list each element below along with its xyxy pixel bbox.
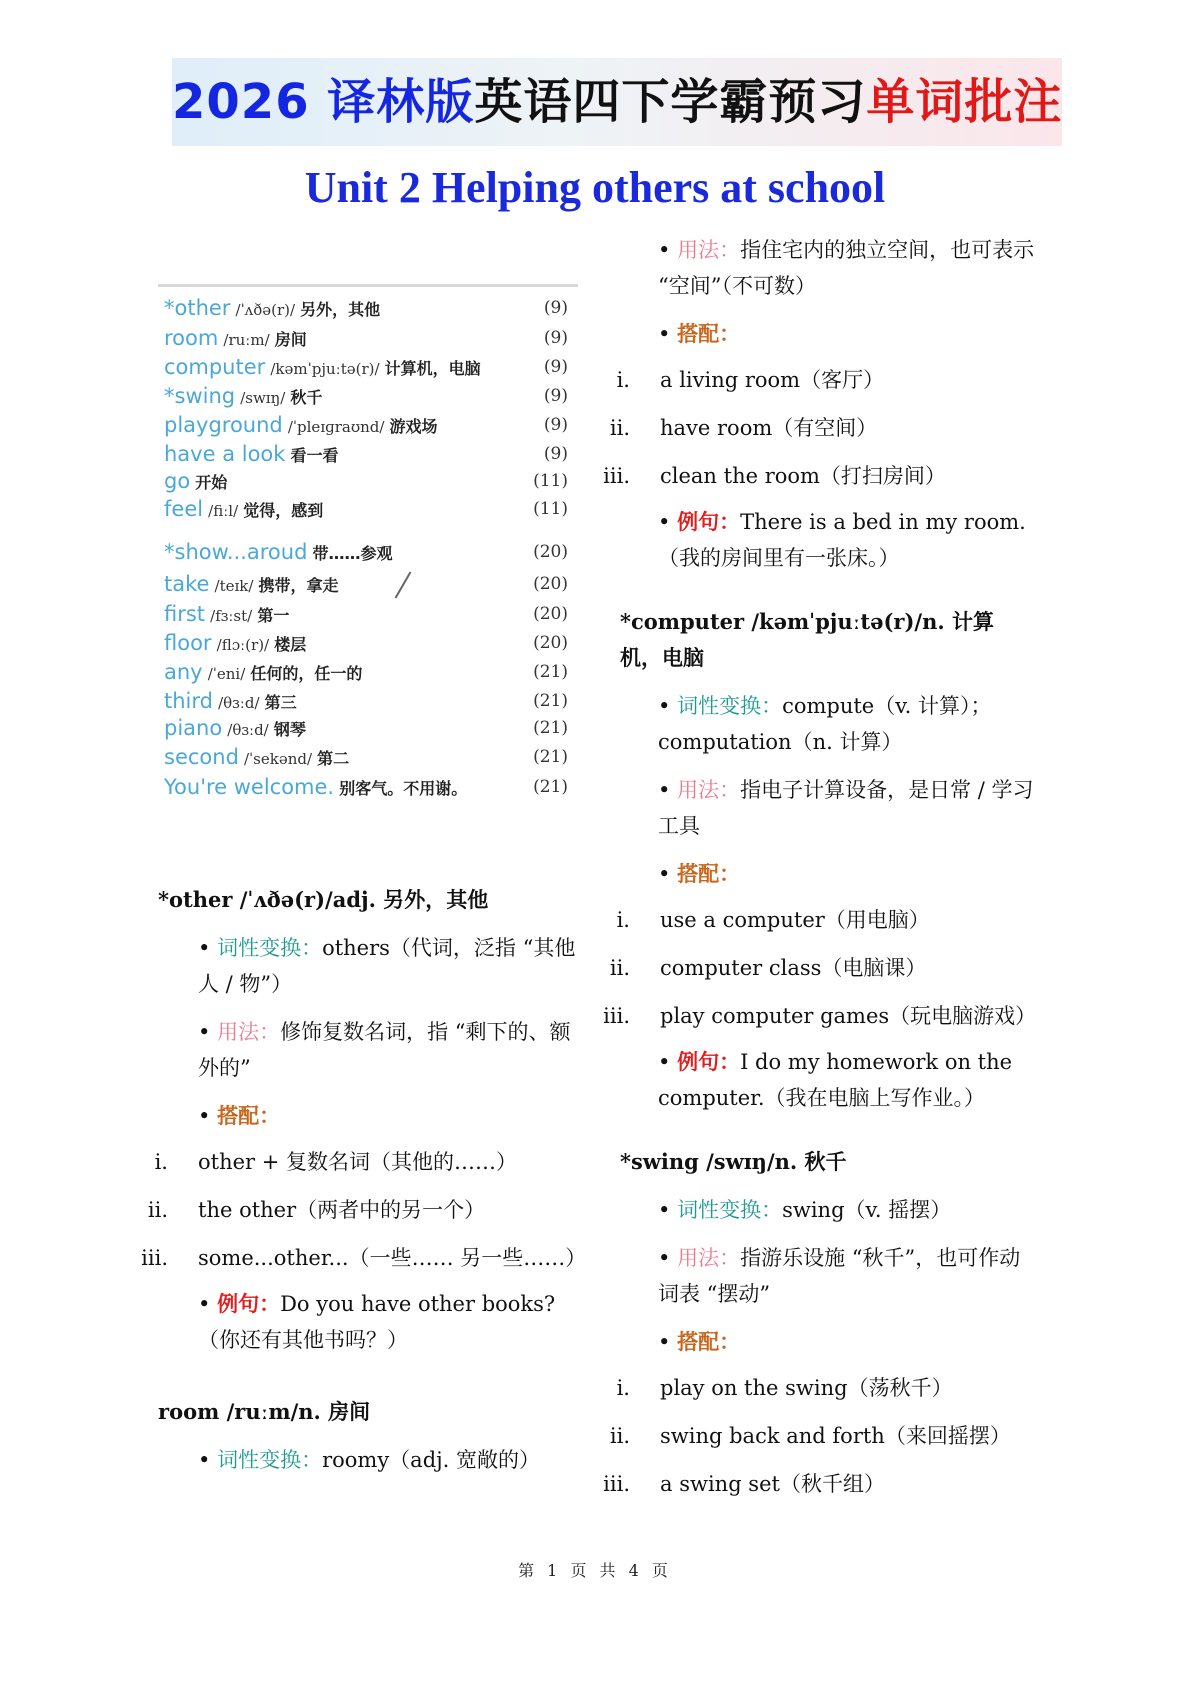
colloc-list-swing	[603, 1370, 1035, 1502]
vocab-word: *show...aroud	[164, 540, 308, 564]
vocab-page-ref: (9)	[543, 415, 568, 435]
pos-text: roomy（adj. 宽敞的）	[322, 1448, 541, 1472]
banner-part-2: 英语四下学霸预习	[474, 74, 867, 130]
vocab-row	[164, 326, 578, 354]
vocab-page-ref: (9)	[543, 386, 568, 406]
bullet-icon: •	[658, 694, 671, 718]
vocab-word: third	[164, 689, 213, 713]
usage-item-swing	[620, 1240, 1035, 1312]
example-text: Do you have other books?（你还有其他书吗？）	[198, 1292, 556, 1352]
bullet-icon: •	[198, 1020, 211, 1044]
vocab-phonetic: /teɪk/	[214, 577, 254, 595]
colloc-entry	[603, 458, 1035, 494]
colloc-entry	[603, 1466, 1035, 1502]
vocab-list-image	[158, 284, 578, 814]
vocab-word: go	[164, 469, 191, 493]
colloc-entry	[609, 950, 1035, 986]
vocab-meaning: 开始	[195, 473, 228, 492]
example-label: 例句：	[677, 509, 741, 534]
vocab-page-ref: (9)	[543, 298, 568, 318]
vocab-phonetic: /θɜːd/	[227, 721, 269, 739]
vocab-page-ref: (9)	[543, 328, 568, 348]
colloc-entry	[141, 1240, 587, 1276]
roman-numeral: ii.	[609, 1424, 630, 1448]
left-column	[141, 882, 587, 1478]
colloc-text: other + 复数名词（其他的……）	[198, 1150, 518, 1174]
pos-label: 词性变换：	[677, 1198, 783, 1222]
colloc-text: the other（两者中的另一个）	[198, 1198, 486, 1222]
bullet-icon: •	[198, 1104, 211, 1128]
vocab-row	[164, 602, 578, 630]
vocab-page-ref: (20)	[533, 574, 568, 594]
vocab-meaning: 楼层	[274, 635, 307, 654]
vocab-word: playground	[164, 413, 283, 437]
vocab-row	[164, 745, 578, 773]
vocab-phonetic: /fɜːst/	[210, 607, 253, 625]
bullet-icon: •	[658, 778, 671, 802]
colloc-text: use a computer（用电脑）	[660, 908, 930, 932]
usage-item-computer	[620, 772, 1035, 844]
vocab-row	[164, 631, 578, 659]
vocab-phonetic: /kəmˈpjuːtə(r)/	[270, 360, 380, 378]
vocab-meaning: 携带，拿走	[258, 576, 339, 595]
usage-text: 指游乐设施 “秋千”，也可作动词表 “摆动”	[658, 1246, 1021, 1306]
vocab-word: first	[164, 602, 206, 626]
roman-numeral: ii.	[147, 1198, 168, 1222]
colloc-entry	[616, 362, 1035, 398]
vocab-meaning: 游戏场	[389, 417, 438, 436]
colloc-label: 搭配：	[217, 1103, 281, 1128]
colloc-list-room	[603, 362, 1035, 494]
entry-heading-room: room /ruːm/n. 房间	[158, 1399, 371, 1424]
vocab-meaning: 任何的，任一的	[250, 664, 363, 683]
vocab-word: floor	[164, 631, 212, 655]
vocab-row	[164, 296, 578, 324]
bullet-icon: •	[658, 1050, 671, 1074]
usage-text: 指电子计算设备，是日常 / 学习工具	[658, 778, 1034, 838]
entry-heading-swing: *swing /swɪŋ/n. 秋千	[620, 1149, 847, 1174]
usage-item-room	[620, 232, 1035, 304]
banner-part-3: 单词批注	[866, 74, 1063, 130]
vocab-row	[164, 660, 578, 688]
bullet-icon: •	[658, 1198, 671, 1222]
colloc-text: play on the swing（荡秋千）	[660, 1376, 953, 1400]
pos-text: others（代词，泛指 “其他人 / 物”）	[198, 936, 576, 996]
vocab-row	[164, 572, 578, 600]
colloc-entry	[616, 902, 1035, 938]
pos-text: swing（v. 摇摆）	[782, 1198, 952, 1222]
vocab-phonetic: /ruːm/	[223, 331, 270, 349]
colloc-entry	[609, 410, 1035, 446]
usage-label: 用法：	[677, 238, 741, 262]
colloc-entry	[609, 1418, 1035, 1454]
vocab-phonetic: /flɔː(r)/	[216, 636, 270, 654]
colloc-text: a living room（客厅）	[660, 368, 885, 392]
vocab-phonetic: /swɪŋ/	[240, 389, 286, 407]
vocab-word: second	[164, 745, 239, 769]
vocab-phonetic: /θɜːd/	[218, 694, 260, 712]
vocab-page-ref: (21)	[533, 718, 568, 738]
vocab-phonetic: /ˈpleɪɡraʊnd/	[287, 418, 385, 436]
colloc-label: 搭配：	[677, 321, 741, 346]
bullet-icon: •	[658, 238, 671, 262]
roman-numeral: i.	[154, 1150, 168, 1174]
bullet-icon: •	[658, 862, 671, 886]
vocab-phonetic: /ˈsekənd/	[244, 750, 313, 768]
roman-numeral: iii.	[603, 1004, 630, 1028]
roman-numeral: iii.	[603, 1472, 630, 1496]
vocab-page-ref: (20)	[533, 633, 568, 653]
pos-label: 词性变换：	[217, 936, 323, 960]
vocab-row	[164, 384, 578, 412]
title-banner	[172, 58, 1062, 146]
vocab-word: *swing	[164, 384, 236, 408]
vocab-phonetic: /ˈeni/	[207, 665, 246, 683]
bullet-icon: •	[658, 1330, 671, 1354]
vocab-word: piano	[164, 716, 223, 740]
bullet-icon: •	[198, 936, 211, 960]
vocab-page-ref: (21)	[533, 691, 568, 711]
roman-numeral: ii.	[609, 956, 630, 980]
colloc-text: some...other...（一些…… 另一些……）	[198, 1246, 587, 1270]
pos-item-swing	[620, 1192, 1035, 1228]
vocab-page-ref: (20)	[533, 542, 568, 562]
roman-numeral: i.	[616, 908, 630, 932]
vocab-meaning: 觉得，感到	[243, 501, 324, 520]
usage-label: 用法：	[217, 1020, 281, 1044]
vocab-meaning: 第一	[257, 606, 290, 625]
bullet-icon: •	[198, 1448, 211, 1472]
vocab-phonetic: /ˈʌðə(r)/	[235, 301, 296, 319]
usage-text: 修饰复数名词，指 “剩下的、额外的”	[198, 1020, 571, 1080]
roman-numeral: ii.	[609, 416, 630, 440]
vocab-row	[164, 497, 578, 525]
pos-item-other	[158, 930, 578, 1002]
colloc-item-swing	[620, 1324, 1035, 1360]
vocab-word: *other	[164, 296, 231, 320]
banner-title	[172, 58, 1062, 146]
vocab-row	[164, 413, 578, 441]
vocab-divider	[158, 284, 578, 287]
colloc-entry	[616, 1370, 1035, 1406]
example-item-other	[158, 1286, 578, 1358]
bullet-icon: •	[658, 322, 671, 346]
entry-heading-computer: *computer /kəmˈpjuːtə(r)/n. 计算机，电脑	[620, 609, 994, 670]
colloc-text: play computer games（玩电脑游戏）	[660, 1004, 1037, 1028]
vocab-meaning: 第二	[317, 749, 350, 768]
usage-label: 用法：	[677, 1246, 741, 1270]
colloc-list-other	[141, 1144, 587, 1276]
vocab-row	[164, 689, 578, 717]
vocab-meaning: 别客气。不用谢。	[339, 779, 468, 798]
pos-text: compute（v. 计算）；computation（n. 计算）	[658, 694, 992, 754]
colloc-entry	[147, 1192, 578, 1228]
vocab-phonetic: /fiːl/	[208, 502, 239, 520]
vocab-word: take	[164, 572, 210, 596]
vocab-word: computer	[164, 355, 266, 379]
bullet-icon: •	[658, 510, 671, 534]
vocab-meaning: 钢琴	[273, 720, 306, 739]
bullet-icon: •	[198, 1292, 211, 1316]
pos-item-computer	[620, 688, 1035, 760]
vocab-meaning: 另外，其他	[300, 300, 381, 319]
colloc-text: clean the room（打扫房间）	[660, 464, 946, 488]
colloc-label: 搭配：	[677, 1329, 741, 1354]
colloc-text: computer class（电脑课）	[660, 956, 927, 980]
vocab-meaning: 秋千	[290, 388, 323, 407]
colloc-entry	[603, 998, 1037, 1034]
vocab-meaning: 第三	[264, 693, 297, 712]
entry-heading-other: *other /ˈʌðə(r)/adj. 另外，其他	[158, 887, 489, 912]
example-item-room	[620, 504, 1035, 576]
example-text: I do my homework on the computer.（我在电脑上写作业。）	[658, 1050, 1013, 1110]
vocab-page-ref: (9)	[543, 444, 568, 464]
colloc-text: have room（有空间）	[660, 416, 878, 440]
example-item-computer	[620, 1044, 1035, 1116]
colloc-item-other	[158, 1098, 578, 1134]
usage-text: 指住宅内的独立空间，也可表示 “空间”（不可数）	[658, 238, 1035, 298]
vocab-word: have a look	[164, 442, 286, 466]
page-footer: 第 1 页 共 4 页	[518, 1561, 672, 1580]
example-label: 例句：	[217, 1291, 281, 1316]
vocab-word: room	[164, 326, 219, 350]
vocab-word: You're welcome.	[164, 775, 335, 799]
vocab-page-ref: (21)	[533, 777, 568, 797]
colloc-list-computer	[603, 902, 1037, 1034]
colloc-item-computer	[620, 856, 1035, 892]
pos-label: 词性变换：	[217, 1448, 323, 1472]
colloc-label: 搭配：	[677, 861, 741, 886]
vocab-meaning: 带……参观	[312, 544, 393, 563]
vocab-page-ref: (21)	[533, 662, 568, 682]
pos-label: 词性变换：	[677, 694, 783, 718]
banner-part-1: 2026 译林版	[172, 74, 475, 130]
vocab-row	[164, 775, 578, 803]
unit-title: Unit 2 Helping others at school	[304, 163, 886, 212]
vocab-meaning: 计算机，电脑	[384, 359, 481, 378]
example-text: There is a bed in my room.（我的房间里有一张床。）	[658, 510, 1026, 570]
vocab-row	[164, 469, 578, 497]
vocab-page-ref: (21)	[533, 747, 568, 767]
usage-label: 用法：	[677, 778, 741, 802]
vocab-page-ref: (11)	[533, 499, 568, 519]
right-column	[603, 232, 1037, 1502]
vocab-word: feel	[164, 497, 204, 521]
vocab-page-ref: (11)	[533, 471, 568, 491]
vocab-page-ref: (20)	[533, 604, 568, 624]
colloc-entry	[154, 1144, 578, 1180]
vocab-word: any	[164, 660, 203, 684]
example-label: 例句：	[677, 1049, 741, 1074]
roman-numeral: iii.	[603, 464, 630, 488]
vocab-row	[164, 540, 578, 568]
vocab-row	[164, 355, 578, 383]
colloc-text: a swing set（秋千组）	[660, 1472, 885, 1496]
colloc-text: swing back and forth（来回摇摆）	[660, 1424, 1011, 1448]
colloc-item-room	[620, 316, 1035, 352]
pos-item-room	[158, 1442, 578, 1478]
vocab-meaning: 看一看	[290, 446, 339, 465]
vocab-meaning: 房间	[274, 330, 307, 349]
vocab-row	[164, 716, 578, 744]
roman-numeral: iii.	[141, 1246, 168, 1270]
vocab-page-ref: (9)	[543, 357, 568, 377]
usage-item-other	[158, 1014, 578, 1086]
roman-numeral: i.	[616, 1376, 630, 1400]
bullet-icon: •	[658, 1246, 671, 1270]
roman-numeral: i.	[616, 368, 630, 392]
vocab-row	[164, 442, 578, 470]
